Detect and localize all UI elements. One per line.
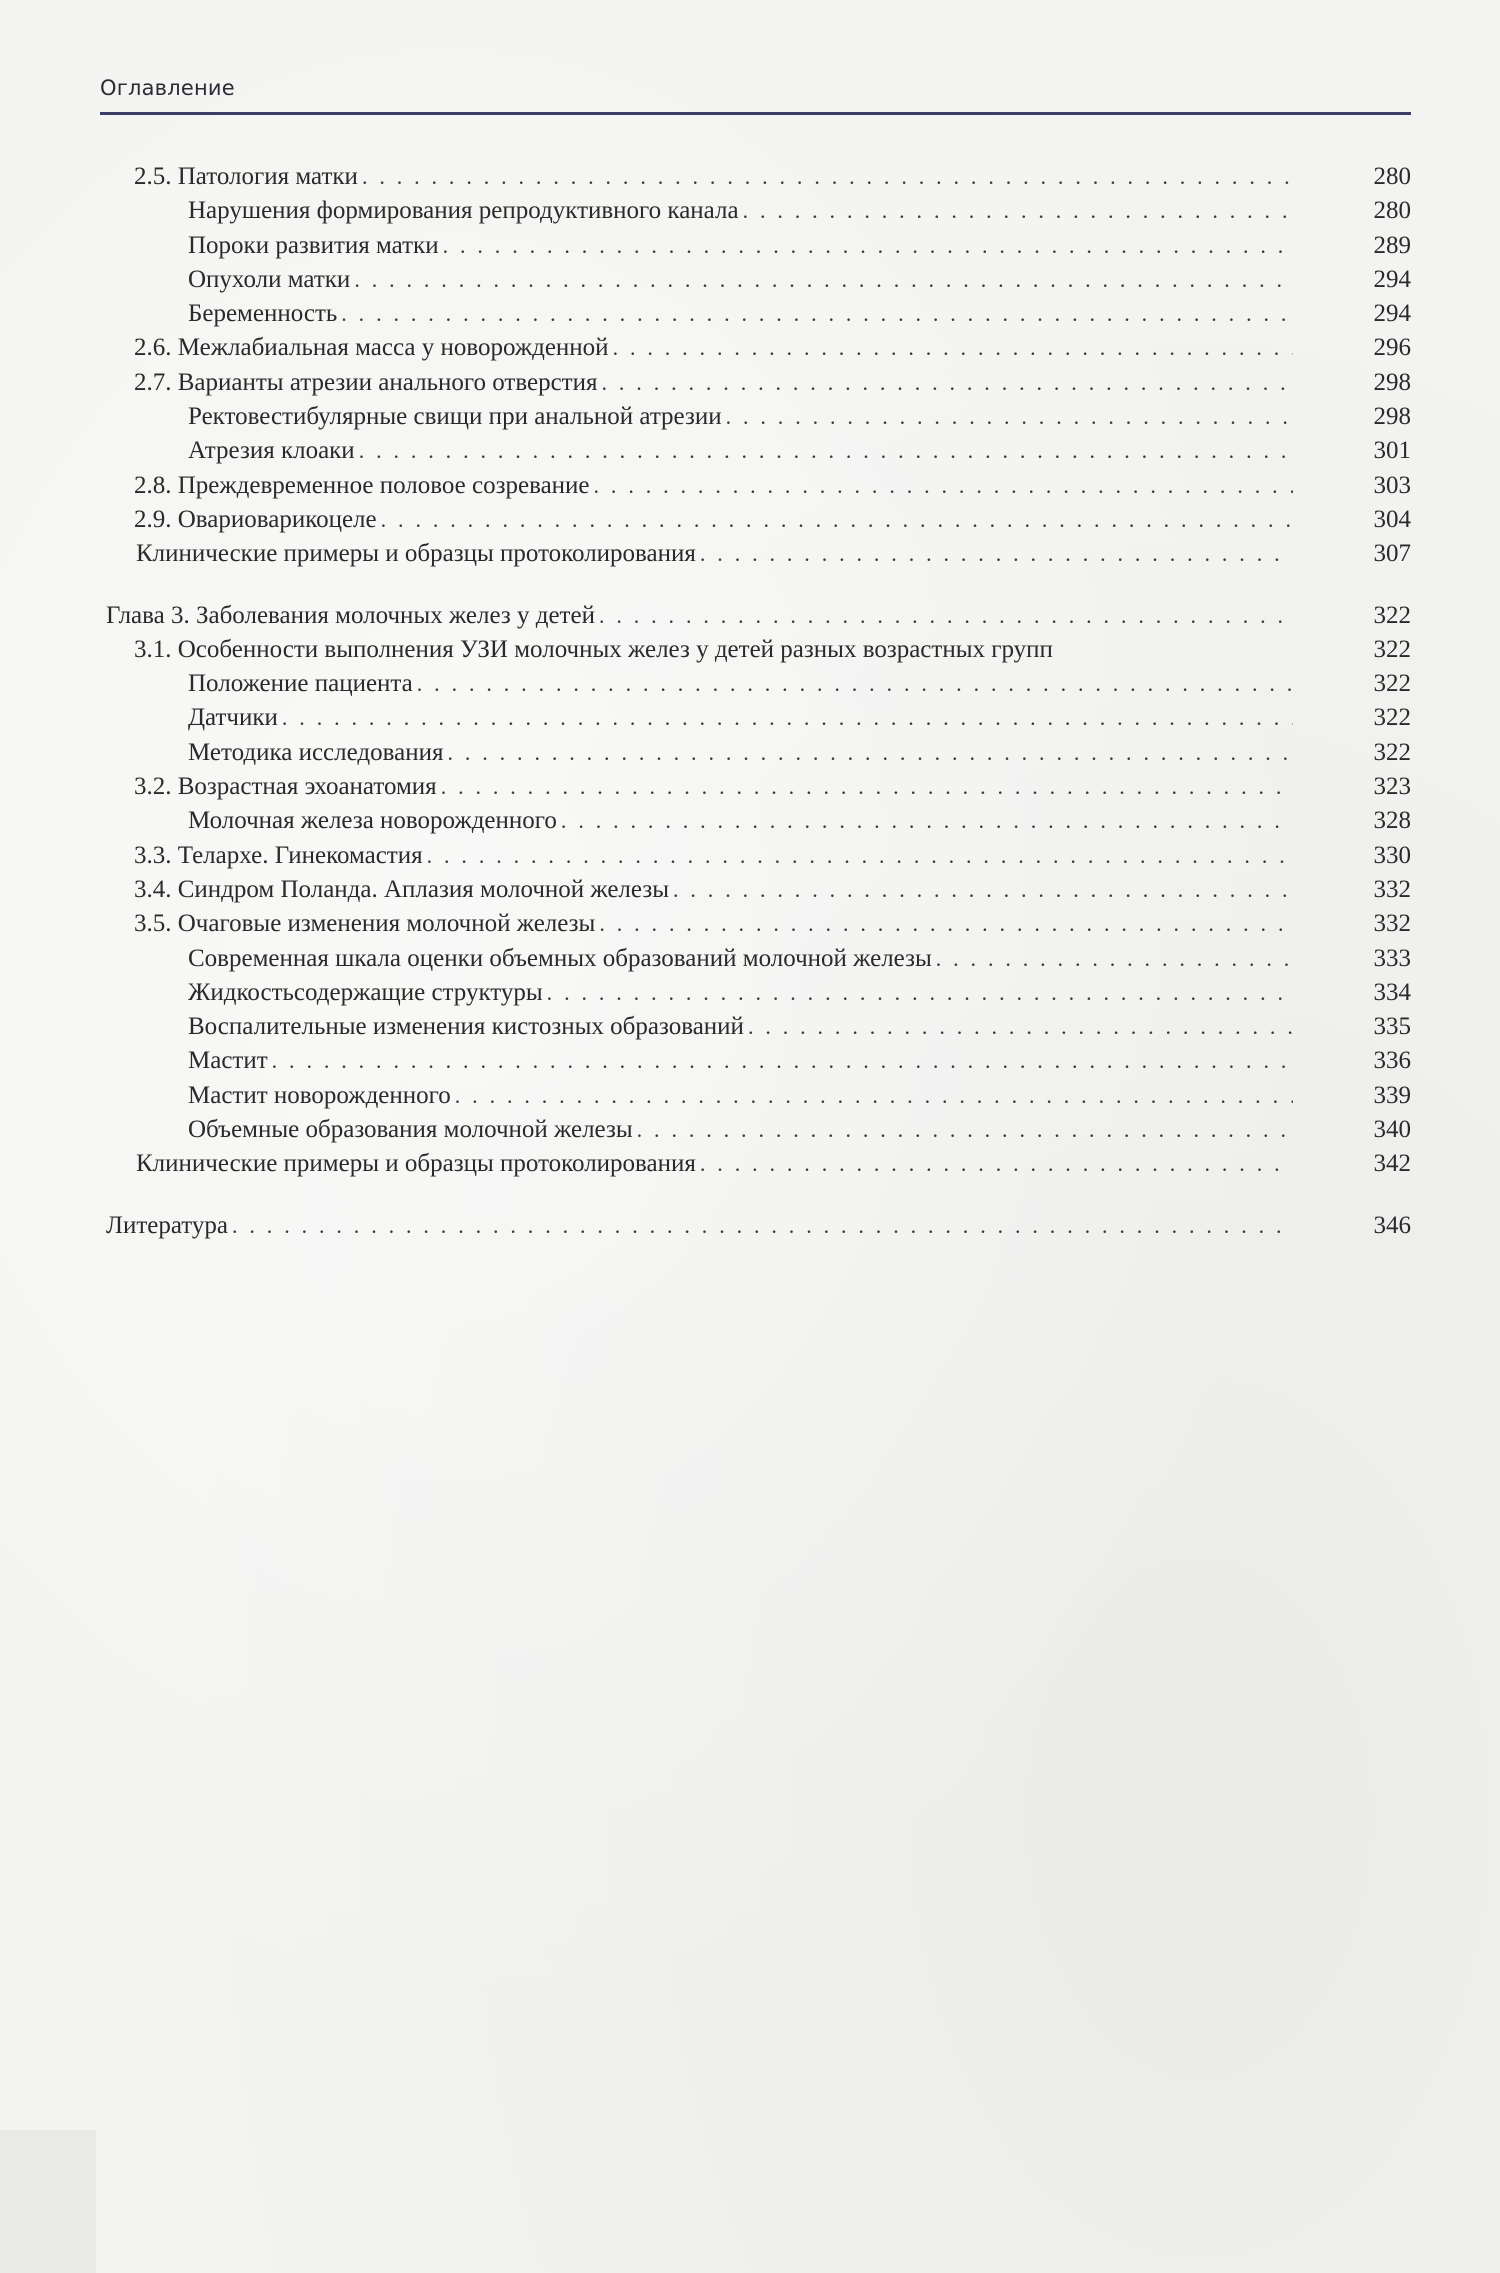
toc-dot-leader (602, 366, 1294, 400)
toc-entry-title: Воспалительные изменения кистозных образований (188, 1013, 744, 1041)
toc-dot-leader (354, 263, 1293, 297)
toc-page-number: 333 (1373, 944, 1411, 972)
toc-dot-leader (613, 331, 1293, 365)
toc-dot-leader (282, 701, 1293, 735)
toc-entry-title: 2.5. Патология матки (134, 163, 358, 190)
toc-dot-leader (341, 297, 1293, 331)
toc-entry[interactable] (100, 263, 1411, 297)
toc-entry[interactable] (100, 160, 1411, 194)
toc-page-number: 332 (1373, 910, 1411, 938)
toc-entry-title: 2.8. Преждевременное половое созревание (134, 471, 590, 499)
toc-entry[interactable] (100, 873, 1411, 907)
toc-page-number: 332 (1373, 875, 1411, 903)
toc-entry[interactable] (100, 1209, 1411, 1243)
toc-entry-title: Молочная железа новорожденного (188, 807, 557, 835)
toc-entry[interactable] (100, 1044, 1411, 1078)
toc-dot-leader (743, 194, 1293, 228)
toc-dot-leader (700, 537, 1293, 571)
toc-dot-leader (748, 1010, 1293, 1044)
toc-entry[interactable] (100, 469, 1411, 503)
toc-page-number: 280 (1373, 197, 1411, 225)
toc-dot-leader (547, 976, 1293, 1010)
toc-entry-title: 3.2. Возрастная эхоанатомия (134, 773, 437, 801)
toc-entry-title: 3.3. Телархе. Гинекомастия (134, 841, 423, 869)
toc-entry-title: 3.5. Очаговые изменения молочной железы (134, 910, 596, 938)
toc-page-number: 303 (1373, 471, 1411, 499)
toc-entry[interactable] (100, 736, 1411, 770)
toc-entry-title: Клинические примеры и образцы протоколирования (136, 540, 696, 568)
toc-entry[interactable] (100, 297, 1411, 331)
toc-dot-leader (561, 804, 1293, 838)
toc-page-number: 334 (1373, 978, 1411, 1006)
toc-dot-leader (232, 1209, 1293, 1243)
toc-entry-title: Современная шкала оценки объемных образований молочной железы (188, 944, 932, 972)
toc-dot-leader (599, 907, 1293, 941)
toc-page-number: 330 (1373, 841, 1411, 869)
toc-entry[interactable] (100, 667, 1411, 701)
toc-entry-title: Беременность (188, 300, 338, 328)
toc-page-number: 339 (1373, 1081, 1411, 1109)
toc-entry-title: Датчики (188, 704, 278, 732)
toc-page-number: 304 (1373, 505, 1411, 533)
toc-page-number: 322 (1373, 738, 1411, 766)
toc-entry[interactable] (100, 1010, 1411, 1044)
toc-entry-title: 3.4. Синдром Поланда. Аплазия молочной железы (134, 875, 669, 903)
toc-entry[interactable] (100, 434, 1411, 468)
toc-dot-leader (673, 873, 1293, 907)
toc-page-number: 296 (1373, 334, 1411, 362)
toc-page-number: 298 (1373, 368, 1411, 396)
toc-entry[interactable] (100, 400, 1411, 434)
toc-entry[interactable] (100, 503, 1411, 537)
toc-page-number: 335 (1373, 1013, 1411, 1041)
toc-entry[interactable] (100, 229, 1411, 263)
toc-entry-title: Жидкостьсодержащие структуры (188, 978, 543, 1006)
toc-page-number: 322 (1373, 635, 1411, 663)
toc-page-number: 346 (1373, 1211, 1411, 1239)
toc-page-number: 298 (1373, 403, 1411, 431)
toc-dot-leader (447, 736, 1293, 770)
toc-entry-title: Клинические примеры и образцы протоколирования (136, 1150, 696, 1178)
toc-page-number: 322 (1373, 704, 1411, 732)
toc-entry-title: Литература (106, 1211, 228, 1239)
toc-dot-leader (599, 599, 1293, 633)
toc-entry-title: Опухоли матки (188, 265, 351, 293)
toc-entry[interactable] (100, 907, 1411, 941)
toc-page-number: 307 (1373, 540, 1411, 568)
toc-entry-title: Положение пациента (188, 670, 413, 698)
toc-entry[interactable] (100, 1079, 1411, 1113)
toc-dot-leader (936, 942, 1293, 976)
toc-entry-title: 2.6. Межлабиальная масса у новорожденной (134, 334, 609, 362)
running-head: Оглавление (100, 76, 235, 100)
toc-entry-title: Мастит (188, 1047, 268, 1075)
toc-page-number: 289 (1373, 231, 1411, 259)
toc-page-number: 336 (1373, 1047, 1411, 1075)
toc-entry[interactable] (100, 366, 1411, 400)
toc-page-number: 328 (1373, 807, 1411, 835)
toc-entry-title: Методика исследования (188, 738, 444, 766)
toc-entry-title: Глава 3. Заболевания молочных желез у детей (106, 601, 595, 629)
toc-entry[interactable] (100, 942, 1411, 976)
toc-entry[interactable] (100, 1147, 1411, 1181)
toc-page-number: 322 (1373, 601, 1411, 629)
toc-entry-title: 2.9. Овариоварикоцеле (134, 505, 377, 533)
toc-dot-leader (455, 1079, 1293, 1113)
toc-page-number: 342 (1373, 1150, 1411, 1178)
toc-entry[interactable] (100, 770, 1411, 804)
toc-page-number: 322 (1373, 670, 1411, 698)
toc-entry-title: Атрезия клоаки (188, 437, 355, 465)
toc-dot-leader (417, 667, 1293, 701)
toc-entry-title: 2.7. Варианты атрезии анального отверстия (134, 368, 598, 396)
header-rule (100, 112, 1411, 115)
toc-entry[interactable] (100, 1113, 1411, 1147)
toc-dot-leader (362, 160, 1293, 194)
toc-dot-leader (427, 839, 1293, 873)
toc-entry[interactable] (100, 331, 1411, 365)
toc-dot-leader (594, 469, 1293, 503)
toc-dot-leader (700, 1147, 1293, 1181)
toc-dot-leader (441, 770, 1293, 804)
toc-dot-leader (272, 1044, 1293, 1078)
toc-page-number: 340 (1373, 1116, 1411, 1144)
toc-entry-title: 3.1. Особенности выполнения УЗИ молочных желез у детей разных возрастных групп (134, 635, 1053, 663)
page-corner-tab (0, 2130, 96, 2273)
toc-entry[interactable] (100, 976, 1411, 1010)
toc-entry[interactable] (100, 804, 1411, 838)
toc-page-number: 280 (1373, 163, 1411, 190)
toc-entry[interactable] (100, 839, 1411, 873)
toc-entry[interactable] (100, 633, 1411, 667)
toc-dot-leader (359, 434, 1293, 468)
toc-dot-leader (443, 229, 1293, 263)
toc-entry-title: Нарушения формирования репродуктивного канала (188, 197, 739, 225)
toc-entry-title: Пороки развития матки (188, 231, 439, 259)
toc-entry-title: Мастит новорожденного (188, 1081, 451, 1109)
toc-entry[interactable] (100, 701, 1411, 735)
toc-page-number: 294 (1373, 300, 1411, 328)
toc-dot-leader (381, 503, 1293, 537)
toc-entry[interactable] (100, 194, 1411, 228)
toc-page-number: 323 (1373, 773, 1411, 801)
toc-entry-title: Объемные образования молочной железы (188, 1116, 633, 1144)
toc-dot-leader (637, 1113, 1293, 1147)
toc-entry[interactable] (100, 537, 1411, 571)
toc-page-number: 301 (1373, 437, 1411, 465)
toc-entry[interactable] (100, 599, 1411, 633)
toc-page-number: 294 (1373, 265, 1411, 293)
toc-dot-leader (726, 400, 1293, 434)
table-of-contents (100, 160, 1411, 1243)
toc-entry-title: Ректовестибулярные свищи при анальной атрезии (188, 403, 722, 431)
